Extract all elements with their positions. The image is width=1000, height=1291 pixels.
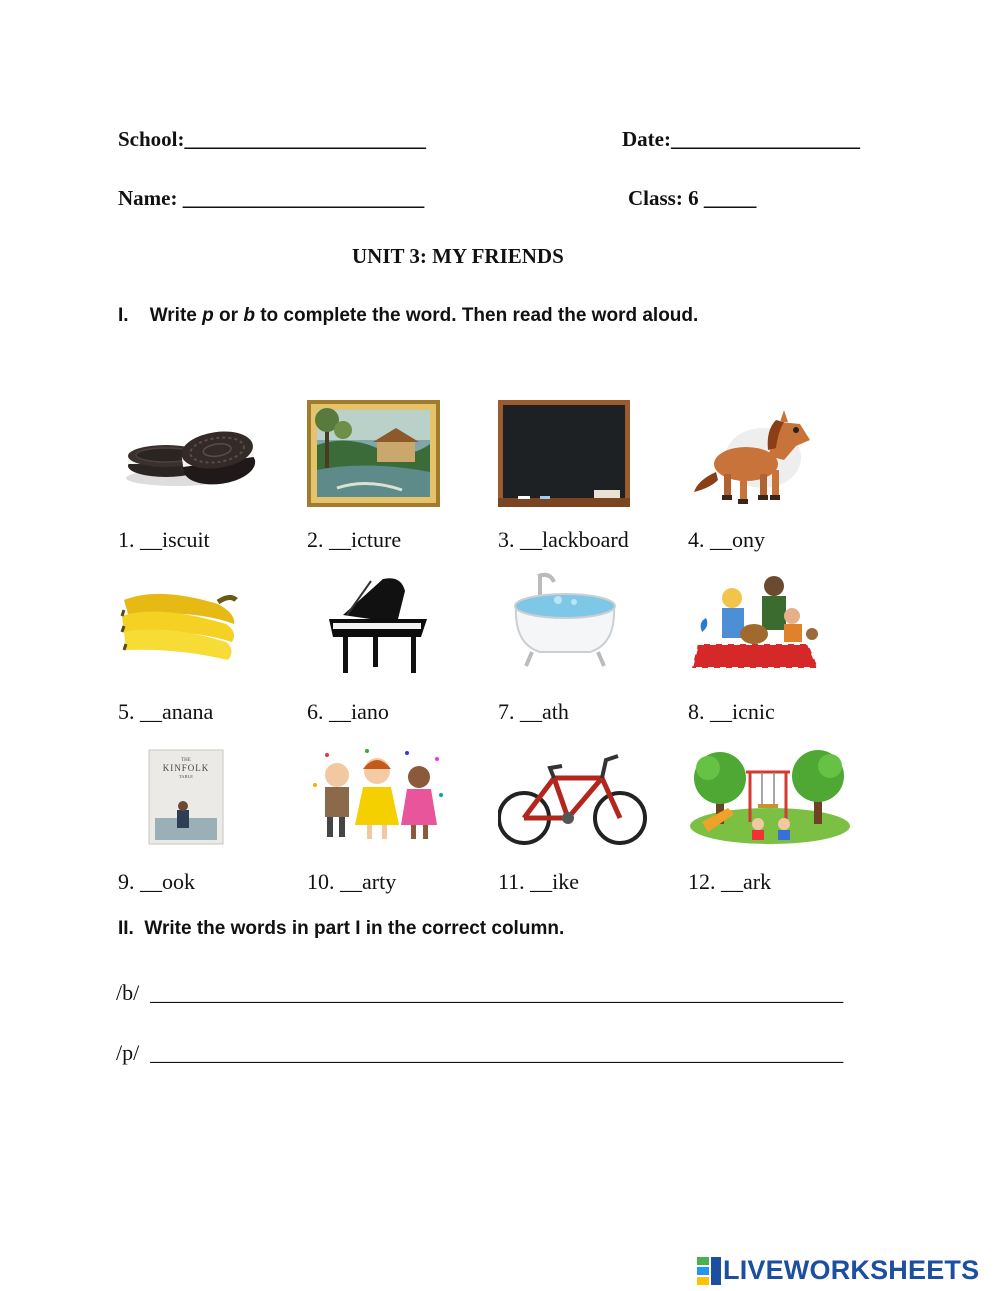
item-caption-4: 4. __ony [688,527,765,552]
park-image [688,742,852,846]
item-caption-6: 6. __iano [307,699,389,724]
book-cover-line2: KINFOLK [162,763,210,773]
instr-letter-b: b [243,305,255,326]
bike-image [498,752,648,848]
picture-image [307,400,440,507]
p-column-label: /p/ [116,1040,140,1065]
section-2-instruction [118,918,564,940]
item-caption-9: 9. __ook [118,869,195,894]
page-title: UNIT 3: MY FRIENDS [352,244,564,268]
name-label: Name: [118,186,178,210]
book-cover-line1: THE [181,758,191,763]
name-blank[interactable]: _______________________ [182,186,425,210]
picnic-image [688,572,823,672]
date-label: Date: [622,127,671,151]
school-field [118,127,426,152]
b-column-answer[interactable]: _______________________________________________________________ [150,980,844,1005]
class-label: Class: 6 [628,186,699,210]
section-2-text: Write the words in part I in the correct column. [144,918,565,939]
book-image [147,748,225,846]
class-blank[interactable]: _____ [703,186,757,210]
instr-text-write: Write [149,305,197,326]
banana-image [118,580,240,666]
blackboard-image [498,400,630,507]
class-field [628,186,756,211]
date-field [622,127,860,152]
item-caption-11: 11. __ike [498,869,580,894]
p-column-row [116,1040,843,1066]
pony-image [688,400,818,506]
section-1-number: I. [118,305,129,326]
b-column-row [116,980,843,1006]
item-caption-2: 2. __icture [307,527,402,552]
item-caption-12: 12. __ark [688,869,772,894]
b-column-label: /b/ [116,980,140,1005]
section-1-instruction [118,305,698,327]
item-caption-1: 1. __iscuit [118,527,210,552]
bath-image [510,572,620,668]
party-image [307,745,447,847]
item-caption-8: 8. __icnic [688,699,775,724]
item-caption-10: 10. __arty [307,869,397,894]
item-caption-7: 7. __ath [498,699,569,724]
liveworksheets-logo [697,1255,979,1286]
item-caption-3: 3. __lackboard [498,527,629,552]
school-blank[interactable]: _______________________ [184,127,427,151]
item-caption-5: 5. __anana [118,699,214,724]
liveworksheets-logo-text: LIVEWORKSHEETS [723,1255,980,1285]
liveworksheets-logo-icon [697,1257,723,1285]
p-column-answer[interactable]: _______________________________________________________________ [150,1040,844,1065]
biscuit-image [118,420,263,490]
instr-text-or: or [219,305,239,326]
school-label: School: [118,127,185,151]
book-cover-line3: TABLE [178,774,194,779]
name-field [118,186,424,211]
piano-image [323,575,433,675]
instr-text-rest: to complete the word. Then read the word aloud. [260,305,699,326]
instr-letter-p: p [202,305,214,326]
date-blank[interactable]: __________________ [670,127,860,151]
section-2-number: II. [118,918,134,939]
